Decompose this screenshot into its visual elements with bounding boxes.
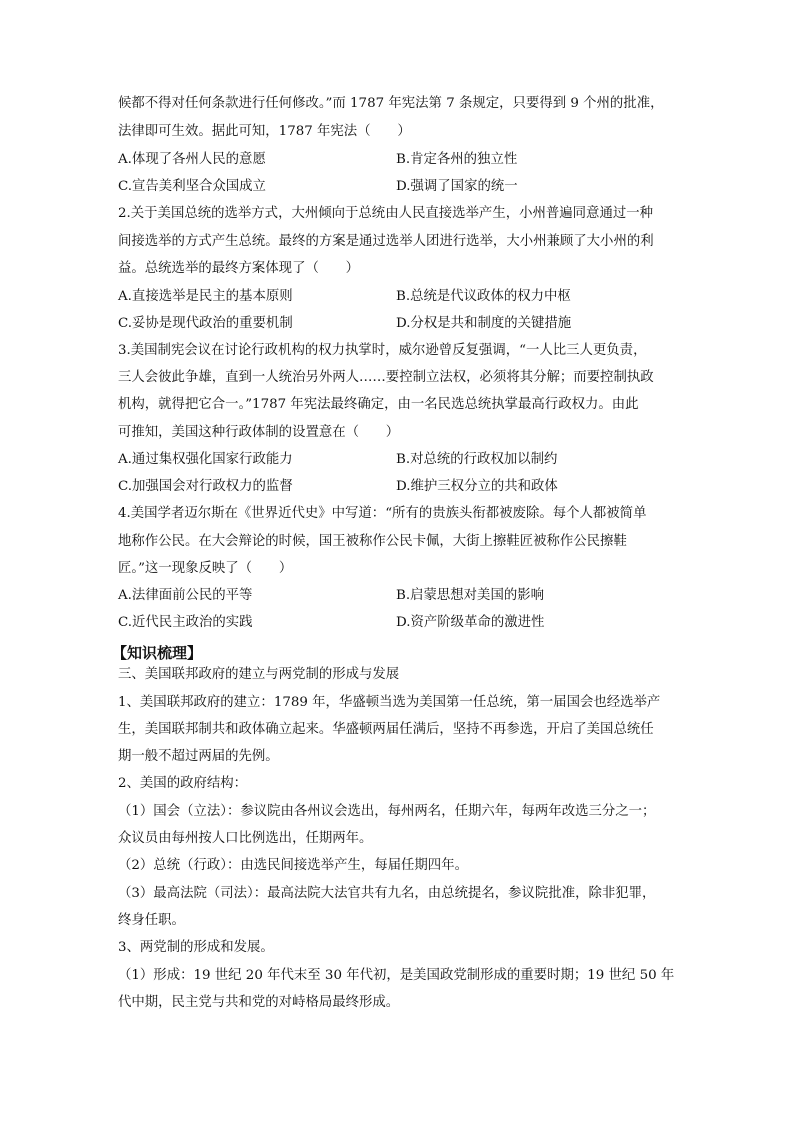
q3-option-d: D.维护三权分立的共和政体 xyxy=(396,479,558,494)
q4-text-line-2: 地称作公民。在大会辩论的时候，国王被称作公民卡佩，大街上擦鞋匠被称作公民擦鞋 xyxy=(118,534,627,549)
q3-text-line-3: 机构，就得把它合一。”1787 年宪法最终确定，由一名民选总统执掌最高行政权力。由此 xyxy=(118,397,639,412)
q1-option-d: D.强调了国家的统一 xyxy=(396,179,518,194)
q1-text-line-1: 候都不得对任何条款进行任何修改。”而 1787 年宪法第 7 条规定，只要得到 9 个州的批准， xyxy=(118,96,664,111)
q3-option-c: C.加强国会对行政权力的监督 xyxy=(118,479,293,494)
q1-option-a: A.体现了各州人民的意愿 xyxy=(118,152,266,167)
q2-option-b: B.总统是代议政体的权力中枢 xyxy=(396,289,571,304)
q2-text-line-2: 间接选举的方式产生总统。最终的方案是通过选举人团进行选举，大小州兼顾了大小州的利 xyxy=(118,234,654,249)
knowledge-line-4: 期一般不超过两届的先例。 xyxy=(118,749,279,764)
q1-text-line-2: 法律即可生效。据此可知，1787 年宪法（ ） xyxy=(118,124,411,139)
q3-text-line-1: 3.美国制宪会议在讨论行政机构的权力执掌时，威尔逊曾反复强调，“一人比三人更负责， xyxy=(118,343,647,358)
q3-text-line-4: 可推知，美国这种行政体制的设置意在（ ） xyxy=(118,425,400,440)
q1-option-c: C.宣告美利坚合众国成立 xyxy=(118,179,266,194)
knowledge-line-6: （1）国会（立法）：参议院由各州议会选出，每州两名，任期六年，每两年改选三分之一； xyxy=(118,804,656,819)
q2-option-c: C.妥协是现代政治的重要机制 xyxy=(118,316,293,331)
q4-option-d: D.资产阶级革命的激进性 xyxy=(396,615,545,630)
knowledge-line-5: 2、美国的政府结构： xyxy=(118,776,248,791)
knowledge-line-3: 生，美国联邦制共和政体确立起来。华盛顿两届任满后，坚持不再参选，开启了美国总统任 xyxy=(118,722,654,737)
knowledge-line-9: （3）最高法院（司法）：最高法院大法官共有九名，由总统提名，参议院批准，除非犯罪， xyxy=(118,886,656,901)
q4-option-a: A.法律面前公民的平等 xyxy=(118,588,253,603)
knowledge-line-8: （2）总统（行政）：由选民间接选举产生，每届任期四年。 xyxy=(118,858,468,873)
q2-option-d: D.分权是共和制度的关键措施 xyxy=(396,316,572,331)
knowledge-line-10: 终身任职。 xyxy=(118,913,185,928)
knowledge-line-12: （1）形成：19 世纪 20 年代末至 30 年代初，是美国政党制形成的重要时期；19 世纪 50 年 xyxy=(118,968,675,983)
q4-text-line-1: 4.美国学者迈尔斯在《世界近代史》中写道：“所有的贵族头衔都被废除。每个人都被简单 xyxy=(118,506,647,521)
q4-option-c: C.近代民主政治的实践 xyxy=(118,615,253,630)
knowledge-line-11: 3、两党制的形成和发展。 xyxy=(118,940,274,955)
section-heading: 【知识梳理】 xyxy=(112,644,203,662)
q4-text-line-3: 匠。”这一现象反映了（ ） xyxy=(118,561,293,576)
q2-text-line-3: 益。总统选举的最终方案体现了（ ） xyxy=(118,261,360,276)
knowledge-line-7: 众议员由每州按人口比例选出，任期两年。 xyxy=(118,831,373,846)
q3-option-b: B.对总统的行政权加以制约 xyxy=(396,452,558,467)
q2-option-a: A.直接选举是民主的基本原则 xyxy=(118,289,293,304)
knowledge-line-13: 代中期，民主党与共和党的对峙格局最终形成。 xyxy=(118,995,400,1010)
q3-option-a: A.通过集权强化国家行政能力 xyxy=(118,452,293,467)
q2-text-line-1: 2.关于美国总统的选举方式，大州倾向于总统由人民直接选举产生，小州普遍同意通过一种 xyxy=(118,206,654,221)
knowledge-line-1: 三、美国联邦政府的建立与两党制的形成与发展 xyxy=(118,667,400,682)
q1-option-b: B.肯定各州的独立性 xyxy=(396,152,518,167)
q3-text-line-2: 三人会彼此争雄，直到一人统治另外两人……要控制立法权，必须将其分解；而要控制执政 xyxy=(118,370,654,385)
q4-option-b: B.启蒙思想对美国的影响 xyxy=(396,588,545,603)
knowledge-line-2: 1、美国联邦政府的建立：1789 年，华盛顿当选为美国第一任总统，第一届国会也经选举产 xyxy=(118,695,661,710)
